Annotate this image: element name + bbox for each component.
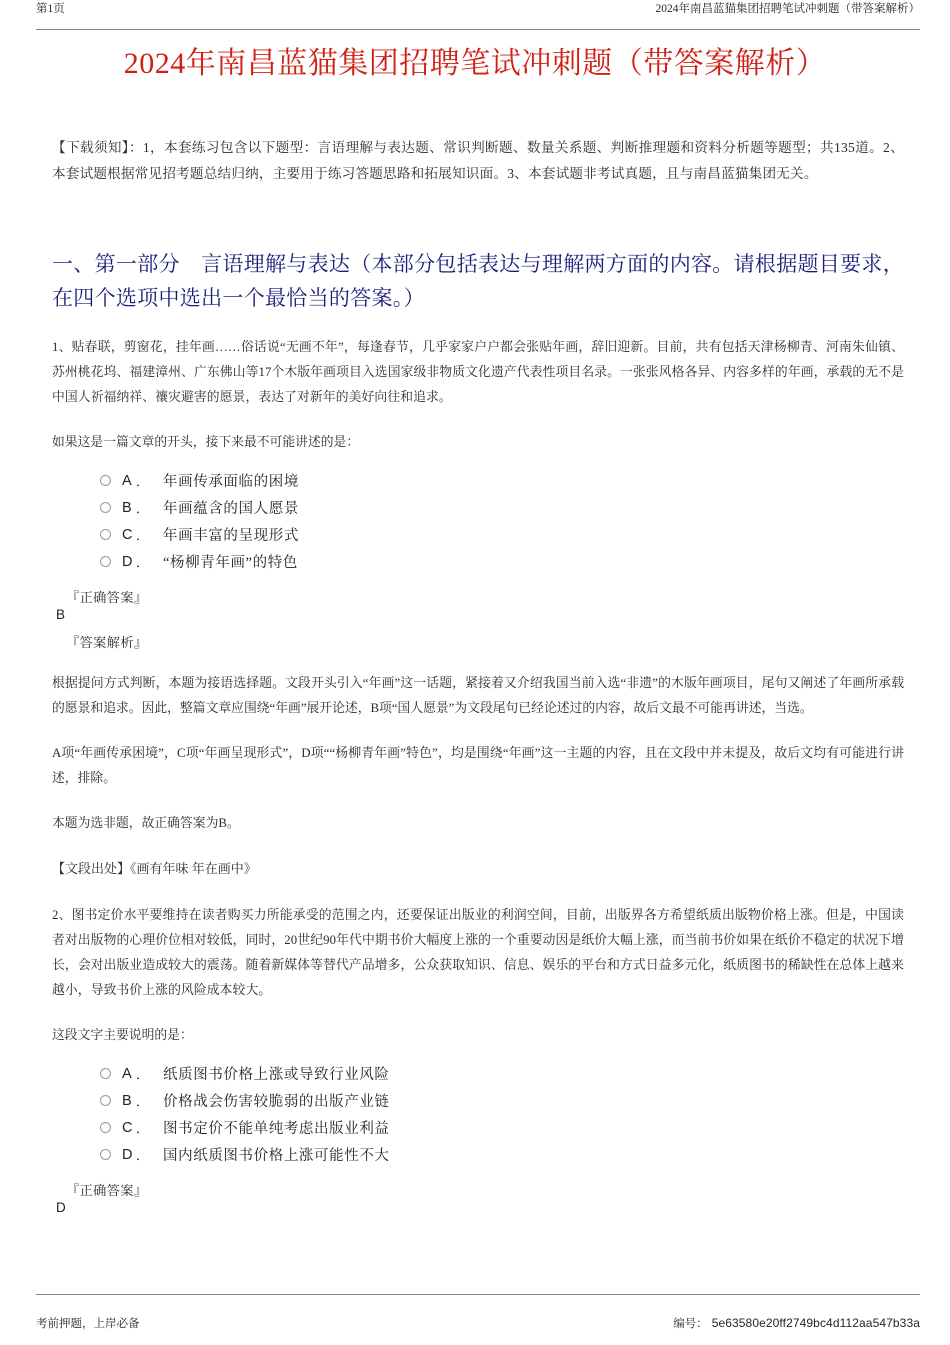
explanation-label: 『答案解析』	[66, 635, 148, 650]
radio-button-icon[interactable]	[100, 475, 111, 486]
option-row[interactable]	[100, 1114, 904, 1141]
footer-code-value: 5e63580e20ff2749bc4d112aa547b33a	[711, 1316, 920, 1330]
question-block-2	[52, 903, 904, 1215]
footer-code	[673, 1315, 920, 1331]
option-text: 年画丰富的呈现形式	[163, 528, 299, 544]
explanation-paragraph: 根据提问方式判断，本题为接语选择题。文段开头引入“年画”这一话题，紧接着又介绍我国当前入选“非遗”的木版年画项目，尾句又阐述了年画所承载的愿景和追求。因此，整篇文章应围绕“年画”展开论述，B项“国人愿景”为文段尾句已经论述过的内容，故后文最不可能再讲述，当选。	[52, 676, 904, 715]
option-separator: ．	[136, 1094, 150, 1109]
correct-answer-value: B	[56, 607, 66, 622]
option-row[interactable]	[100, 1087, 904, 1114]
radio-button-icon[interactable]	[100, 1122, 111, 1133]
question-stem: 2、图书定价水平要维持在读者购买力所能承受的范围之内，还要保证出版业的利润空间，目前，出版界各方希望纸质出版物价格上涨。但是，中国读者对出版物的心理价位相对较低，同时，20世纪90年代中期书价大幅度上涨的一个重要动因是纸价大幅上涨，而当前书价如果在纸价不稳定的状况下增长，会对出版业造成较大的震荡。随着新媒体等替代产品增多，公众获取知识、信息、娱乐的平台和方式日益多元化，纸质图书的稀缺性在总体上越来越小，导致书价上涨的风险成本较大。	[52, 908, 904, 997]
option-letter: B	[122, 1092, 132, 1109]
explanation-paragraph: 本题为选非题，故正确答案为B。	[52, 816, 240, 830]
option-row[interactable]	[100, 1060, 904, 1087]
option-text: 年画蕴含的国人愿景	[163, 501, 299, 517]
footer-slogan: 考前押题，上岸必备	[36, 1318, 140, 1330]
option-separator: ．	[136, 1148, 150, 1163]
option-list	[100, 467, 904, 575]
radio-button-icon[interactable]	[100, 1095, 111, 1106]
option-separator: ．	[136, 501, 150, 516]
source-citation: 【文段出处】《画有年味 年在画中》	[52, 861, 257, 876]
explanation-paragraph: A项“年画传承困境”，C项“年画呈现形式”，D项““杨柳青年画”特色”，均是围绕“年画”这一主题的内容，且在文段中并未提及，故后文均有可能进行讲述，排除。	[52, 746, 904, 785]
option-text: “杨柳青年画”的特色	[163, 555, 298, 571]
section-heading-part-one: 一、第一部分 言语理解与表达（本部分包括表达与理解两方面的内容。请根据题目要求，在四个选项中选出一个最恰当的答案。）	[52, 252, 904, 310]
option-separator: ．	[136, 528, 150, 543]
option-letter: C	[122, 526, 133, 543]
document-footer	[36, 1294, 920, 1331]
option-text: 国内纸质图书价格上涨可能性不大	[163, 1148, 390, 1164]
option-row[interactable]	[100, 548, 904, 575]
option-letter: D	[122, 1146, 133, 1163]
option-row[interactable]	[100, 1141, 904, 1168]
option-text: 纸质图书价格上涨或导致行业风险	[163, 1067, 390, 1083]
page-title: 2024年南昌蓝猫集团招聘笔试冲刺题（带答案解析）	[123, 47, 827, 80]
download-notice: 【下载须知】：1，本套练习包含以下题型：言语理解与表达题、常识判断题、数量关系题、判断推理题和资料分析题等题型；共135道。2、本套试题根据常见招考题总结归纳，主要用于练习答题思路和拓展知识面。3、本套试题非考试真题，且与南昌蓝猫集团无关。	[52, 140, 904, 181]
radio-button-icon[interactable]	[100, 502, 111, 513]
option-separator: ．	[136, 555, 150, 570]
option-list	[100, 1060, 904, 1168]
document-body	[52, 135, 904, 1215]
correct-answer-label: 『正确答案』	[66, 590, 148, 605]
option-row[interactable]	[100, 521, 904, 548]
question-stem: 1、贴春联，剪窗花，挂年画……俗话说“无画不年”，每逢春节，几乎家家户户都会张贴年画，辞旧迎新。目前，共有包括天津杨柳青、河南朱仙镇、苏州桃花坞、福建漳州、广东佛山等17个木版年画项目入选国家级非物质文化遗产代表性项目名录。一张张风格各异、内容多样的年画，承载的无不是中国人祈福纳祥、禳灾避害的愿景，表达了对新年的美好向往和追求。	[52, 340, 904, 404]
question-prompt: 这段文字主要说明的是：	[52, 1028, 193, 1042]
document-running-header	[36, 0, 920, 30]
option-text: 价格战会伤害较脆弱的出版产业链	[163, 1094, 390, 1110]
correct-answer-label: 『正确答案』	[66, 1183, 148, 1198]
question-prompt: 如果这是一篇文章的开头，接下来最不可能讲述的是：	[52, 435, 360, 449]
running-title: 2024年南昌蓝猫集团招聘笔试冲刺题（带答案解析）	[655, 3, 920, 15]
option-separator: ．	[136, 474, 150, 489]
option-letter: A	[122, 1065, 132, 1082]
option-row[interactable]	[100, 467, 904, 494]
option-letter: B	[122, 499, 132, 516]
radio-button-icon[interactable]	[100, 1149, 111, 1160]
question-block-1	[52, 335, 904, 881]
page-number-label: 第1页	[36, 3, 65, 15]
option-letter: A	[122, 472, 132, 489]
radio-button-icon[interactable]	[100, 556, 111, 567]
correct-answer-value: D	[56, 1200, 66, 1215]
option-letter: C	[122, 1119, 133, 1136]
option-text: 年画传承面临的困境	[163, 474, 299, 490]
option-separator: ．	[136, 1067, 150, 1082]
option-text: 图书定价不能单纯考虑出版业利益	[163, 1121, 390, 1137]
option-separator: ．	[136, 1121, 150, 1136]
footer-code-label: 编号：	[673, 1318, 708, 1330]
radio-button-icon[interactable]	[100, 1068, 111, 1079]
option-row[interactable]	[100, 494, 904, 521]
radio-button-icon[interactable]	[100, 529, 111, 540]
option-letter: D	[122, 553, 133, 570]
